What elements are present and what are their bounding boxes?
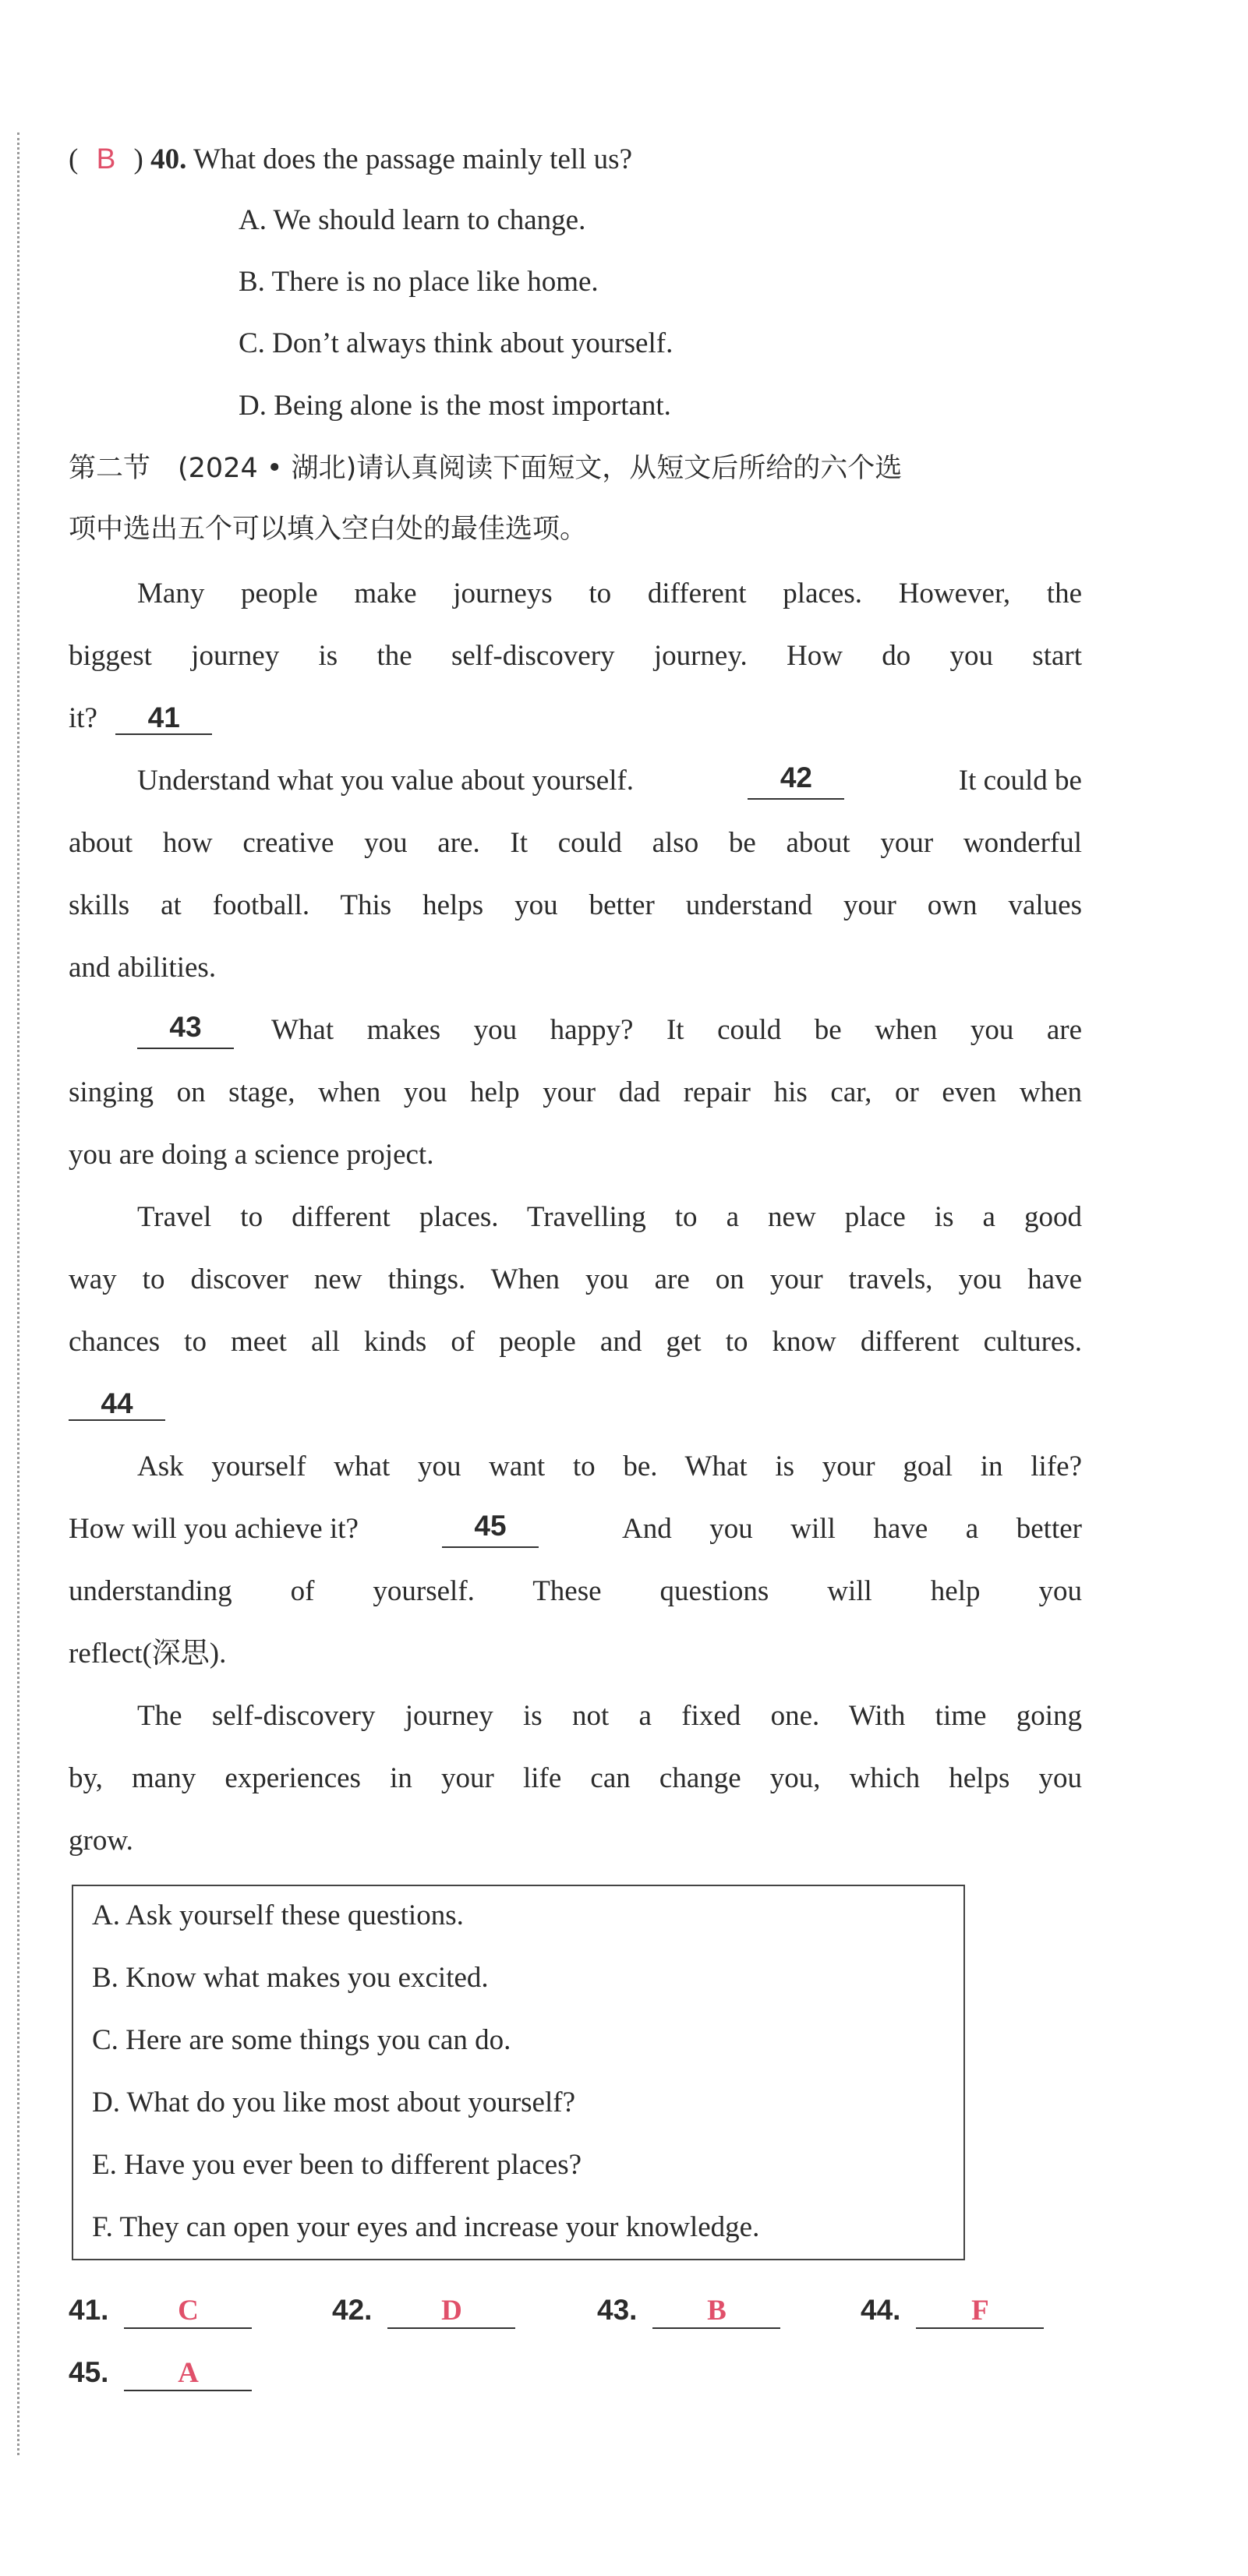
- answer-41-value: C: [124, 2295, 252, 2329]
- question-40-stem: ( B ) 40. What does the passage mainly tell us?: [69, 143, 632, 175]
- passage-p2-line-3: skills at football. This helps you better understand your own values: [69, 889, 1082, 921]
- passage-p3-line-3: you are doing a science project.: [69, 1139, 434, 1171]
- choice-e: E. Have you ever been to different places?: [92, 2149, 582, 2181]
- choice-d: D. What do you like most about yourself?: [92, 2087, 575, 2118]
- passage-p3-line-1: 43 What makes you happy? It could be when you are: [137, 1012, 1082, 1049]
- passage-p5-line-1: Ask yourself what you want to be. What is your goal in life?: [137, 1451, 1082, 1482]
- passage-p3-line-2: singing on stage, when you help your dad repair his car, or even when: [69, 1076, 1082, 1108]
- choice-b: B. Know what makes you excited.: [92, 1962, 489, 1994]
- passage-p2-line-4: and abilities.: [69, 952, 217, 984]
- question-40-option-b: B. There is no place like home.: [239, 266, 599, 298]
- choice-f: F. They can open your eyes and increase your knowledge.: [92, 2211, 760, 2243]
- passage-p1-line-1: Many people make journeys to different places. However, the: [137, 578, 1082, 610]
- question-40-option-a: A. We should learn to change.: [239, 204, 586, 236]
- passage-p4-line-2: way to discover new things. When you are on your travels, you have: [69, 1263, 1082, 1295]
- passage-p6-line-1: The self-discovery journey is not a fixed one. With time going: [137, 1700, 1082, 1732]
- choice-c: C. Here are some things you can do.: [92, 2024, 511, 2056]
- passage-p5-line-3: understanding of yourself. These questions will help you: [69, 1575, 1082, 1607]
- passage-p4-line-3: chances to meet all kinds of people and get to know different cultures.: [69, 1326, 1082, 1358]
- passage-p2-line-2: about how creative you are. It could also be about your wonderful: [69, 827, 1082, 859]
- question-40-answer: B: [96, 143, 116, 175]
- question-40-option-d: D. Being alone is the most important.: [239, 390, 671, 422]
- blank-41: 41: [115, 702, 212, 735]
- answer-44: 44. F: [861, 2292, 1044, 2330]
- answer-43: 43. B: [597, 2292, 780, 2330]
- passage-p4-line-4: [69, 1386, 165, 1423]
- blank-44: 44: [69, 1388, 165, 1421]
- choice-a: A. Ask yourself these questions.: [92, 1899, 464, 1931]
- answer-45-value: A: [124, 2357, 252, 2391]
- margin-dotted-line: [17, 133, 19, 2455]
- answer-42-value: D: [387, 2295, 515, 2329]
- section-2-instruction-line-1: 第二节 (2024 • 湖北)请认真阅读下面短文，从短文后所给的六个选: [69, 453, 903, 484]
- passage-p6-line-3: grow.: [69, 1825, 133, 1857]
- answer-43-value: B: [652, 2295, 780, 2329]
- passage-p6-line-2: by, many experiences in your life can change you, which helps you: [69, 1762, 1082, 1794]
- question-40-number: 40.: [150, 143, 187, 175]
- passage-p5-line-4: reflect(深思).: [69, 1638, 227, 1670]
- answer-41: 41. C: [69, 2292, 252, 2330]
- answer-42: 42. D: [332, 2292, 515, 2330]
- blank-43: 43: [137, 1012, 234, 1049]
- answer-44-value: F: [916, 2295, 1044, 2329]
- passage-p2-line-1: Understand what you value about yourself. 42 It could be: [137, 762, 1082, 800]
- question-40-option-c: C. Don’t always think about yourself.: [239, 327, 673, 359]
- answer-45: 45. A: [69, 2354, 252, 2392]
- section-2-instruction-line-2: 项中选出五个可以填入空白处的最佳选项。: [69, 514, 588, 545]
- passage-p4-line-1: Travel to different places. Travelling to a new place is a good: [137, 1201, 1082, 1233]
- passage-p1-line-2: biggest journey is the self-discovery journey. How do you start: [69, 640, 1082, 672]
- passage-p5-line-2: How will you achieve it? 45 And you will have a better: [69, 1511, 1082, 1548]
- choices-box: [72, 1885, 965, 2260]
- passage-p1-line-3: it? 41: [69, 700, 212, 737]
- blank-45: 45: [442, 1511, 539, 1548]
- blank-42: 42: [748, 762, 844, 800]
